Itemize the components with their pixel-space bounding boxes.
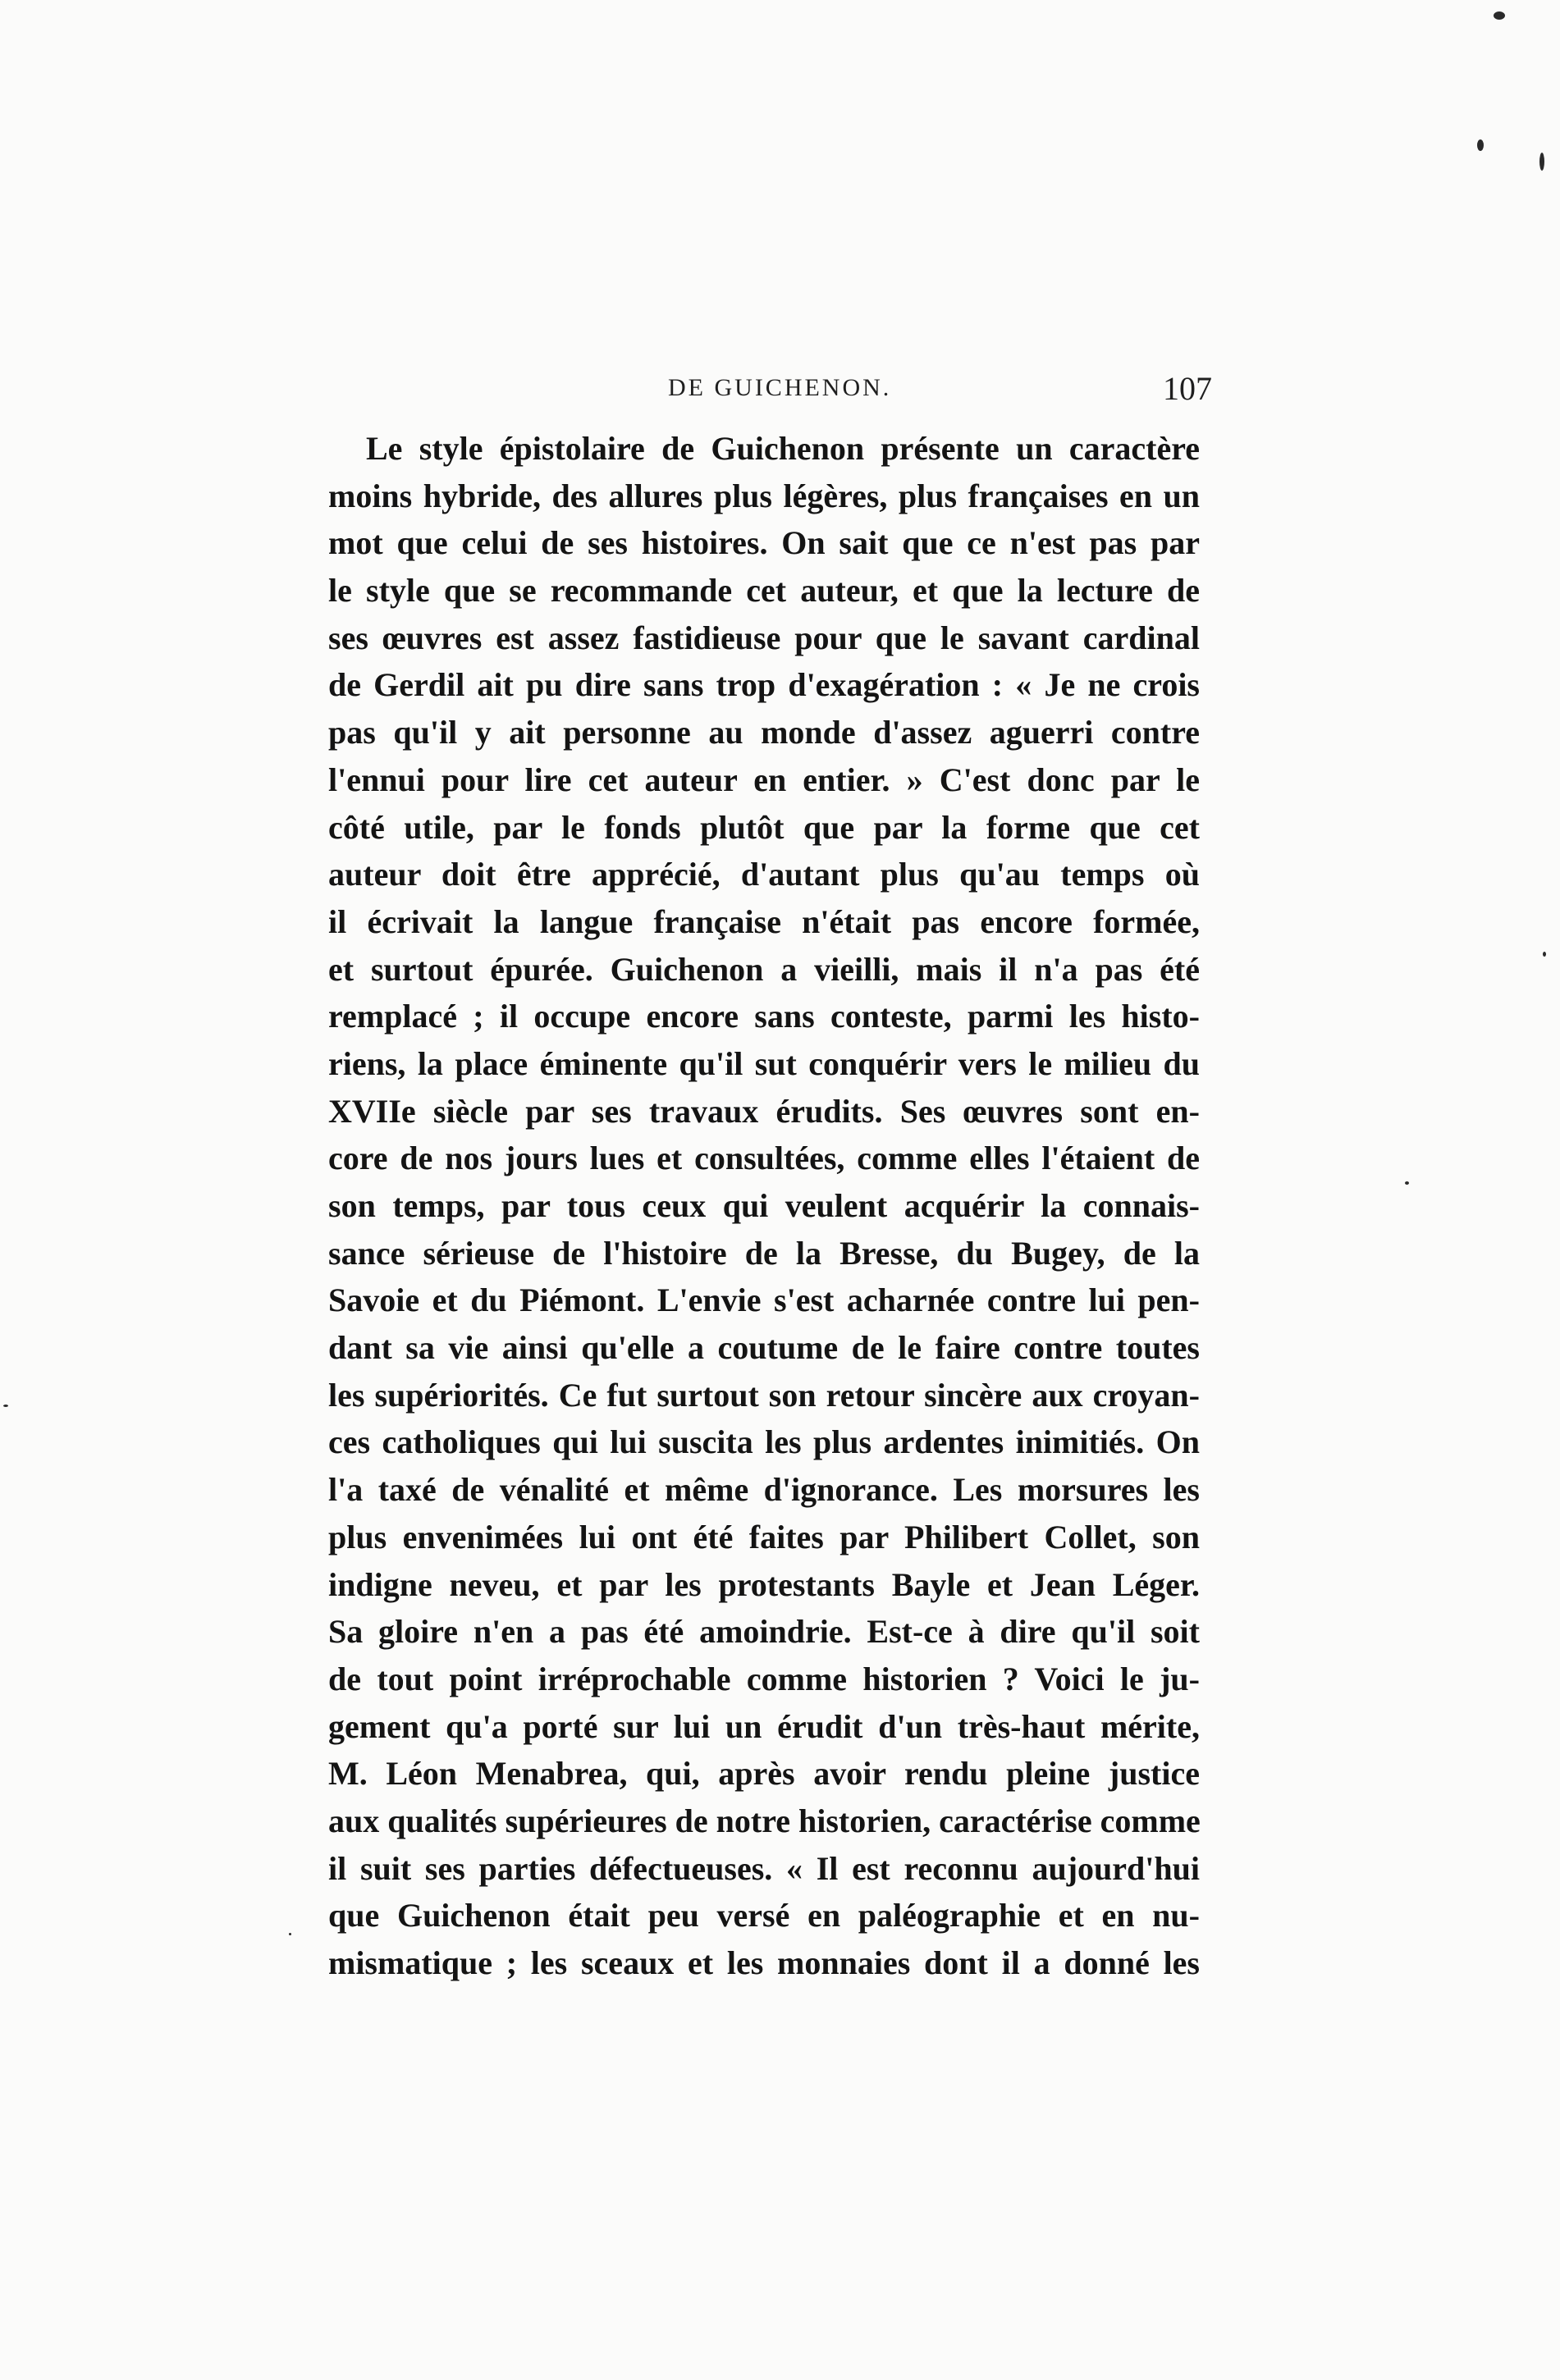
text-line: pas qu'il y ait personne au monde d'assez aguerri contre (328, 714, 1200, 751)
scan-speck (289, 1933, 291, 1935)
scan-speck (1494, 11, 1505, 20)
text-line: Savoie et du Piémont. L'envie s'est acharnée contre lui pen- (328, 1281, 1200, 1319)
text-line: plus envenimées lui ont été faites par Philibert Collet, son (328, 1518, 1200, 1555)
text-line: gement qu'a porté sur lui un érudit d'un très-haut mérite, (328, 1707, 1200, 1745)
text-line: que Guichenon était peu versé en paléographie et en nu- (328, 1897, 1200, 1935)
text-line: les supériorités. Ce fut surtout son retour sincère aux croyan- (328, 1376, 1200, 1414)
text-line: moins hybride, des allures plus légères, plus françaises en un (328, 477, 1200, 514)
text-line: de tout point irréprochable comme historien ? Voici le ju- (328, 1660, 1200, 1697)
text-line: indigne neveu, et par les protestants Bayle et Jean Léger. (328, 1565, 1200, 1603)
page-number: 107 (1163, 370, 1212, 407)
scan-speck (1405, 1181, 1409, 1185)
text-line: l'ennui pour lire cet auteur en entier. » C'est donc par le (328, 761, 1200, 798)
text-line: mot que celui de ses histoires. On sait que ce n'est pas par (328, 524, 1200, 562)
body-paragraph (328, 425, 1200, 1987)
text-line: dant sa vie ainsi qu'elle a coutume de le faire contre toutes (328, 1329, 1200, 1367)
text-line: côté utile, par le fonds plutôt que par la forme que cet (328, 808, 1200, 846)
text-line: l'a taxé de vénalité et même d'ignorance. Les morsures les (328, 1471, 1200, 1509)
text-line: et surtout épurée. Guichenon a vieilli, mais il n'a pas été (328, 950, 1200, 988)
text-line: remplacé ; il occupe encore sans conteste, parmi les histo- (328, 998, 1200, 1035)
text-line: aux qualités supérieures de notre historien, caractérise comme (328, 1802, 1201, 1839)
text-line: Sa gloire n'en a pas été amoindrie. Est-ce à dire qu'il soit (328, 1613, 1200, 1651)
text-line: riens, la place éminente qu'il sut conquérir vers le milieu du (328, 1044, 1200, 1082)
text-line: il écrivait la langue française n'était pas encore formée, (328, 902, 1200, 940)
text-line: mismatique ; les sceaux et les monnaies dont il a donné les (328, 1944, 1200, 1981)
text-line: il suit ses parties défectueuses. « Il est reconnu aujourd'hui (328, 1849, 1200, 1887)
text-line: sance sérieuse de l'histoire de la Bresse, du Bugey, de la (328, 1234, 1200, 1272)
text-line: son temps, par tous ceux qui veulent acquérir la connais- (328, 1187, 1200, 1224)
scan-speck (1477, 139, 1484, 151)
scan-speck (1539, 153, 1544, 171)
text-line: Le style épistolaire de Guichenon présente un caractère (366, 430, 1200, 467)
scan-speck (1543, 952, 1546, 957)
text-line: ces catholiques qui lui suscita les plus ardentes inimitiés. On (328, 1423, 1200, 1461)
text-line: core de nos jours lues et consultées, comme elles l'étaient de (328, 1140, 1200, 1177)
text-line: ses œuvres est assez fastidieuse pour que le savant cardinal (328, 619, 1200, 656)
text-line: de Gerdil ait pu dire sans trop d'exagération : « Je ne crois (328, 666, 1200, 704)
text-line: XVIIe siècle par ses travaux érudits. Ses œuvres sont en- (328, 1092, 1200, 1130)
text-line: auteur doit être apprécié, d'autant plus qu'au temps où (328, 856, 1200, 893)
text-line: le style que se recommande cet auteur, et que la lecture de (328, 572, 1200, 610)
scan-speck (3, 1405, 8, 1407)
text-line: M. Léon Menabrea, qui, après avoir rendu pleine justice (328, 1755, 1200, 1793)
running-title: DE GUICHENON. (668, 374, 892, 401)
